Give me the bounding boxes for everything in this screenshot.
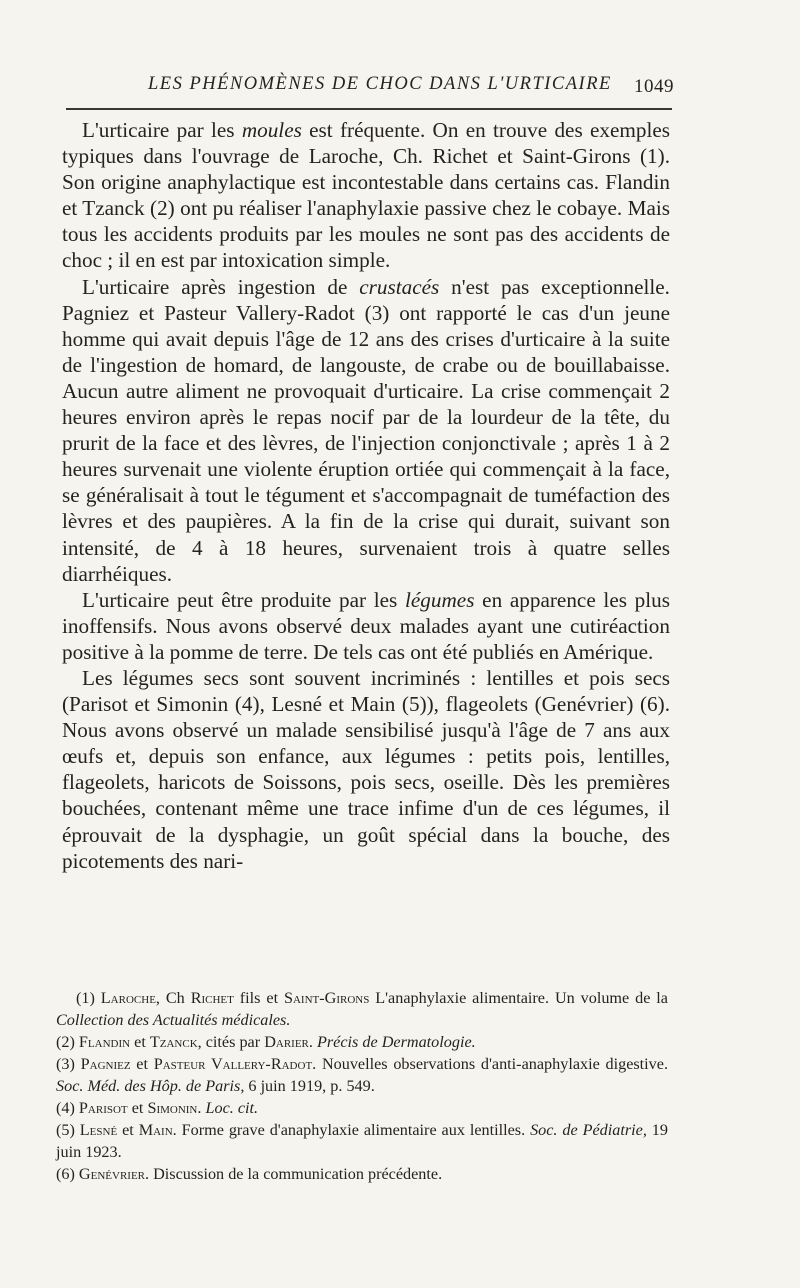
footnote	[56, 1031, 668, 1053]
text-run: (2)	[56, 1033, 79, 1051]
footnote	[56, 1163, 668, 1185]
text-run: L'urticaire par les	[82, 118, 242, 142]
paragraph	[62, 117, 670, 274]
main-text	[62, 117, 670, 874]
text-run: 19 juin 1923.	[56, 1121, 668, 1161]
italic-text: Précis de Dermatologie.	[316, 1033, 476, 1051]
text-run: , Ch	[155, 989, 191, 1007]
text-run: (5)	[56, 1121, 80, 1139]
author-name: Laroche	[100, 989, 156, 1007]
author-name: Genévrier	[78, 1165, 145, 1183]
text-run: . Discussion de la communication précédente.	[145, 1165, 443, 1183]
text-run: (4)	[56, 1099, 79, 1117]
text-run: .	[308, 1033, 317, 1051]
author-name: Flandin	[78, 1033, 131, 1051]
italic-text: Soc. Méd. des Hôp. de Paris,	[56, 1077, 245, 1095]
paragraph	[62, 665, 670, 874]
footnotes	[56, 987, 668, 1185]
text-run: L'urticaire peut être produite par les	[82, 587, 406, 612]
text-run: et	[117, 1121, 139, 1139]
text-run: (3)	[56, 1055, 81, 1073]
footnote	[56, 1119, 668, 1163]
text-run: (1)	[76, 989, 101, 1007]
page-number: 1049	[634, 76, 674, 97]
text-run: et	[130, 1055, 154, 1073]
footnote	[56, 1097, 668, 1119]
italic-text: Loc. cit.	[205, 1099, 259, 1117]
text-run: .	[197, 1099, 206, 1117]
italic-text: légumes	[405, 587, 475, 612]
text-run: L'urticaire après ingestion de	[82, 274, 360, 299]
footnote	[56, 1053, 668, 1097]
paragraph	[62, 587, 670, 665]
italic-text: Collection des Actualités médicales.	[56, 1011, 291, 1029]
author-name: Simonin	[147, 1099, 198, 1117]
text-run: et	[127, 1099, 148, 1117]
text-run: L'anaphylaxie alimentaire. Un volume de la	[369, 989, 668, 1007]
text-run: . Nouvelles observations d'anti-anaphylaxie digestive.	[312, 1055, 669, 1073]
italic-text: moules	[241, 118, 302, 142]
footnote	[56, 987, 668, 1031]
italic-text: crustacés	[359, 274, 440, 299]
running-title: LES PHÉNOMÈNES DE CHOC DANS L'URTICAIRE	[148, 74, 612, 94]
author-name: Tzanck	[149, 1033, 198, 1051]
text-run: en apparence les plus inoffensifs. Nous avons observé deux malades ayant une cutiréaction positive à la pomme de terre. De tels cas ont été publiés en Amérique.	[62, 587, 670, 664]
header-rule	[66, 108, 672, 110]
author-name: Darier	[264, 1033, 309, 1051]
text-run: et	[130, 1033, 150, 1051]
text-run: est fréquente. On en trouve des exemples typiques dans l'ouvrage de Laroche, Ch. Richet et Saint-Girons (1). Son origine anaphylactique est incontestable dans certains cas. Flandin et Tzanck (2) ont pu réaliser l'anaphylaxie passive chez le cobaye. Mais tous les accidents produits par les moules ne sont pas des accidents de choc ; il en est par intoxication simple.	[62, 118, 670, 273]
page-header	[62, 72, 674, 104]
author-name: Parisot	[78, 1099, 128, 1117]
author-name: Pasteur Vallery-Radot	[153, 1055, 313, 1073]
author-name: Lesné	[79, 1121, 118, 1139]
text-run: Les légumes secs sont souvent incriminés : lentilles et pois secs (Parisot et Simonin (4), Lesné et Main (5)), flageolets (Genévrier) (6). Nous avons observé un malade sensibilisé jusqu'à l'âge de 7 ans aux œufs et, depuis son enfance, aux légumes : petits pois, lentilles, flageolets, haricots de Soissons, pois secs, oseille. Dès les premières bouchées, contenant même une trace infime d'un de ces légumes, il éprouvait de la dysphagie, un goût spécial dans la bouche, des picotements des nari-	[62, 665, 670, 873]
text-run: n'est pas exceptionnelle. Pagniez et Pasteur Vallery-Radot (3) ont rapporté le cas d'un jeune homme qui avait depuis l'âge de 12 ans des crises d'urticaire à la suite de l'ingestion de homard, de langouste, de crabe ou de bouillabaisse. Aucun autre aliment ne provoquait d'urticaire. La crise commençait 2 heures environ après le repas nocif par de la lourdeur de la tête, du prurit de la face et des lèvres, de l'injection conjonctivale ; après 1 à 2 heures survenait une violente éruption ortiée qui commençait à la face, se généralisait à tout le tégument et s'accompagnait de tuméfaction des lèvres et des paupières. A la fin de la crise qui durait, suivant son intensité, de 4 à 18 heures, survenaient trois à quatre selles diarrhéiques.	[62, 274, 670, 586]
author-name: Richet	[190, 989, 234, 1007]
text-run: , cités par	[197, 1033, 265, 1051]
paragraph	[62, 274, 670, 587]
italic-text: Soc. de Pédiatrie,	[530, 1121, 647, 1139]
text-run: (6)	[56, 1165, 79, 1183]
author-name: Pagniez	[80, 1055, 131, 1073]
text-run: 6 juin 1919, p. 549.	[244, 1077, 375, 1095]
author-name: Main	[138, 1121, 173, 1139]
text-run: . Forme grave d'anaphylaxie alimentaire aux lentilles.	[172, 1121, 531, 1139]
text-run: fils et	[233, 989, 284, 1007]
author-name: Saint-Girons	[283, 989, 370, 1007]
